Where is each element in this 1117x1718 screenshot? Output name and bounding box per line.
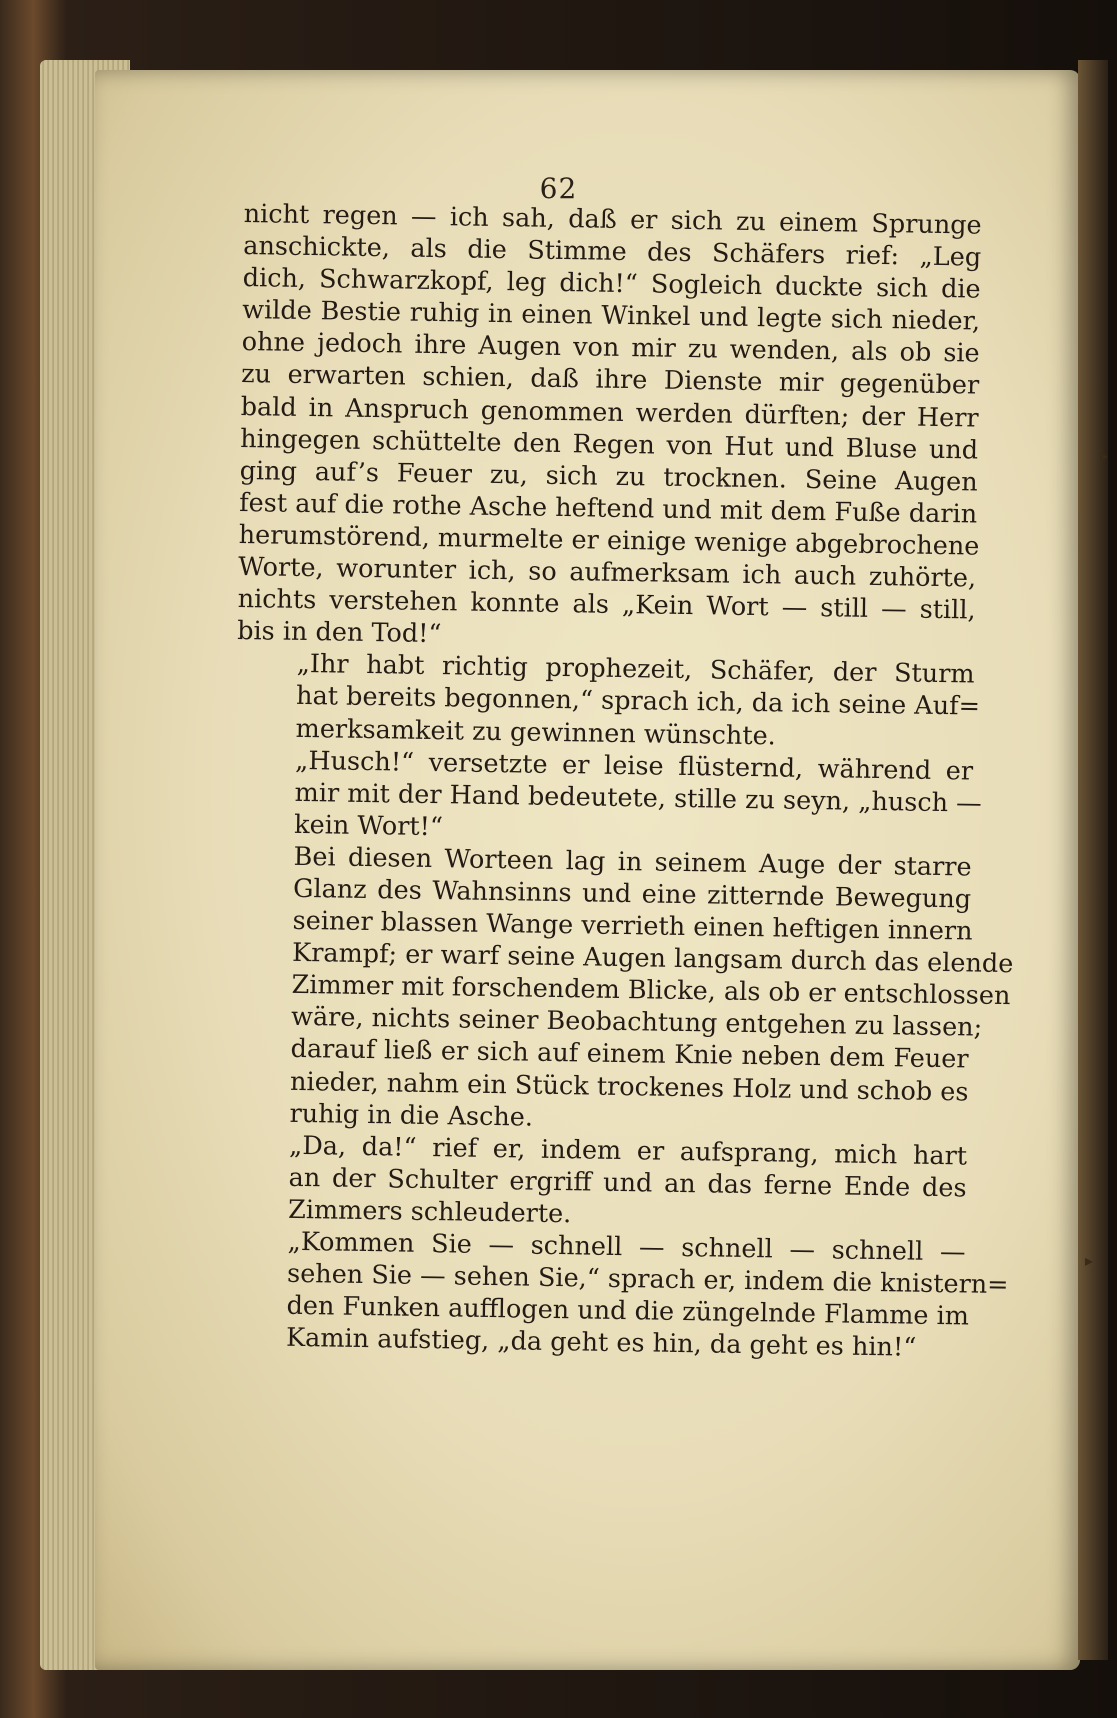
- paragraph: [234, 744, 982, 852]
- text-line: ruhig in die Asche.: [289, 1098, 534, 1133]
- text-line: nieder, nahm ein Stück trockenes Holz und schob es: [289, 1066, 969, 1108]
- text-line: anschickte, als die Stimme des Schäfers rief: „Leg: [243, 231, 982, 273]
- text-line: Bei diesen Worteen lag in seinem Auge der starre: [293, 841, 972, 883]
- text-line: an der Schulter ergriff und an das ferne Ende des: [288, 1162, 967, 1204]
- text-line: Kamin aufstieg, „da geht es hin, da geht es hin!“: [285, 1323, 917, 1363]
- margin-mark-2: ▸: [1085, 1251, 1094, 1270]
- text-line: Zimmers schleuderte.: [287, 1194, 572, 1230]
- paragraph: [235, 647, 981, 755]
- text-line: bis in den Tod!“: [236, 616, 442, 650]
- text-line: wäre, nichts seiner Beobachtung entgehen zu lassen;: [290, 1002, 983, 1044]
- text-line: ohne jedoch ihre Augen von mir zu wenden, als ob sie: [241, 327, 980, 369]
- text-line: mir mit der Hand bedeutete, stille zu seyn, „husch —: [294, 777, 982, 819]
- text-line: Krampf; er warf seine Augen langsam durch das elende: [291, 938, 1014, 980]
- text-line: darauf ließ er sich auf einem Knie neben dem Feuer: [290, 1034, 969, 1075]
- text-line: Glanz des Wahnsinns und eine zitternde Bewegung: [292, 873, 972, 915]
- text-line: ging auf’s Feuer zu, sich zu trocknen. Seine Augen: [239, 455, 978, 498]
- paragraph: [237, 198, 982, 659]
- text-line: „Husch!“ versetzte er leise flüsternd, während er: [294, 745, 974, 787]
- page-number: 62: [539, 172, 578, 205]
- text-line: bald in Anspruch genommen werden dürften; der Herr: [240, 391, 979, 434]
- text-line: kein Wort!“: [293, 809, 444, 842]
- text-line: herumstörend, murmelte er einige wenige abgebrochene: [238, 519, 980, 562]
- text-line: sehen Sie — sehen Sie,“ sprach er, indem die knistern=: [286, 1258, 1009, 1301]
- text-line: seiner blassen Wange verrieth einen heftigen innern: [292, 905, 973, 947]
- text-line: „Da, da!“ rief er, indem er aufsprang, mich hart: [288, 1130, 968, 1172]
- margin-mark-1: ▸: [1100, 446, 1109, 465]
- text-line: Worte, worunter ich, so aufmerksam ich auch zuhörte,: [237, 551, 977, 594]
- body-text: [226, 198, 1014, 1365]
- paragraph: [226, 1225, 1009, 1365]
- text-line: nicht regen — ich sah, daß er sich zu einem Sprunge: [243, 198, 982, 241]
- text-line: nichts verstehen konnte als „Kein Wort — still — still,: [237, 584, 976, 626]
- paragraph: [228, 1129, 967, 1237]
- text-line: fest auf die rothe Asche heftend und mit dem Fuße darin: [238, 487, 978, 530]
- text-line: „Kommen Sie — schnell — schnell — schnell —: [287, 1226, 966, 1268]
- text-line: hingegen schüttelte den Regen von Hut und Bluse und: [239, 423, 979, 466]
- text-line: zu erwarten schien, daß ihre Dienste mir gegenüber: [240, 359, 980, 402]
- text-line: merksamkeit zu gewinnen wünschte.: [295, 713, 777, 751]
- text-line: Zimmer mit forschendem Blicke, als ob er entschlossen: [291, 970, 1011, 1012]
- text-line: wilde Bestie ruhig in einen Winkel und legte sich nieder,: [242, 295, 981, 337]
- book-spine-edge: [1078, 60, 1108, 1660]
- text-line: dich, Schwarzkopf, leg dich!“ Sogleich duckte sich die: [242, 263, 981, 305]
- text-line: hat bereits begonnen,“ sprach ich, da ich seine Auf=: [295, 681, 981, 723]
- text-line: den Funken aufflogen und die züngelnde Flamme im: [286, 1290, 970, 1332]
- paragraph: [229, 840, 1014, 1140]
- text-line: „Ihr habt richtig prophezeit, Schäfer, der Sturm: [296, 649, 975, 690]
